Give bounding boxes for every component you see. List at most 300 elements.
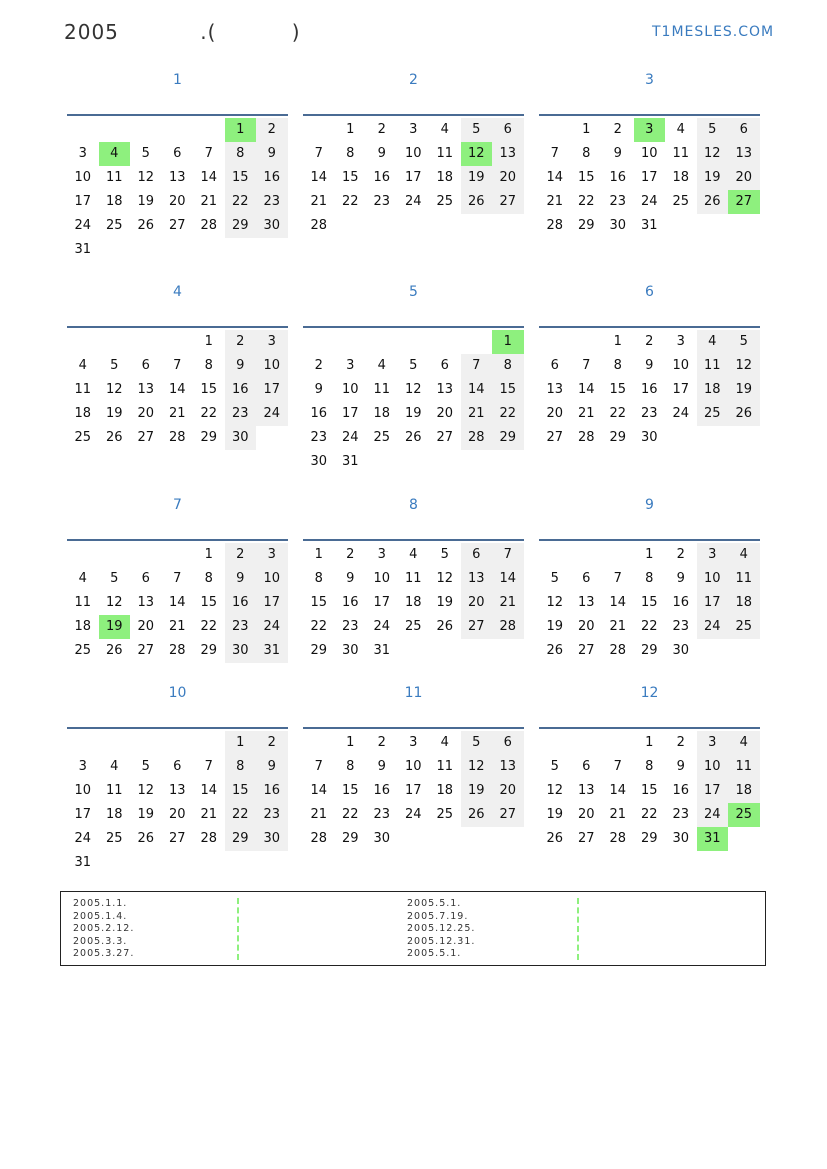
day-cell: 26 — [137, 218, 155, 233]
day-cell: 7 — [314, 146, 323, 161]
day-cell: 16 — [373, 783, 391, 798]
day-cell: 25 — [74, 643, 92, 658]
day-cell: 28 — [310, 831, 328, 846]
day-cell: 4 — [676, 122, 685, 137]
day-cell: 18 — [105, 807, 123, 822]
day-cell: 17 — [341, 406, 359, 421]
day-cell: 16 — [256, 779, 288, 803]
day-cell: 7 — [314, 759, 323, 774]
day-cell: 23 — [672, 619, 690, 634]
month-title: 9 — [645, 497, 654, 513]
day-cell: 3 — [676, 334, 685, 349]
day-cell: 23 — [341, 619, 359, 634]
day-cell: 5 — [550, 759, 559, 774]
day-cell: 3 — [409, 122, 418, 137]
day-cell: 4 — [440, 735, 449, 750]
site-brand-link[interactable]: T1MESLES.COM — [652, 24, 775, 40]
day-cell: 12 — [461, 142, 493, 166]
day-cell: 24 — [256, 615, 288, 639]
legend-date: 2005.7.19. — [407, 910, 469, 922]
day-cell: 23 — [373, 807, 391, 822]
day-cell: 4 — [377, 358, 386, 373]
day-cell: 9 — [645, 358, 654, 373]
legend-holiday-marker — [237, 898, 241, 960]
month-title: 5 — [409, 284, 418, 300]
day-cell: 3 — [256, 543, 288, 567]
day-cell: 14 — [461, 378, 493, 402]
day-cell: 24 — [373, 619, 391, 634]
day-cell: 7 — [582, 358, 591, 373]
month-title: 12 — [640, 685, 659, 701]
day-cell: 10 — [697, 755, 729, 779]
day-cell: 11 — [728, 755, 760, 779]
day-cell: 20 — [577, 807, 595, 822]
day-cell: 16 — [672, 595, 690, 610]
day-cell: 9 — [314, 382, 323, 397]
day-cell: 27 — [577, 643, 595, 658]
day-cell: 14 — [200, 170, 218, 185]
day-cell: 11 — [436, 146, 454, 161]
day-cell: 30 — [341, 643, 359, 658]
day-cell: 6 — [461, 543, 493, 567]
day-cell: 3 — [377, 547, 386, 562]
month-divider — [539, 114, 760, 116]
day-cell: 7 — [204, 146, 213, 161]
day-cell: 19 — [461, 166, 493, 190]
day-cell: 15 — [492, 378, 524, 402]
day-cell: 30 — [373, 831, 391, 846]
day-cell: 22 — [200, 619, 218, 634]
day-cell: 22 — [200, 406, 218, 421]
day-cell: 7 — [492, 543, 524, 567]
title-close-paren: ) — [291, 20, 301, 44]
day-cell: 20 — [436, 406, 454, 421]
day-cell: 26 — [105, 643, 123, 658]
day-cell: 5 — [409, 358, 418, 373]
day-cell: 21 — [200, 807, 218, 822]
day-cell: 6 — [728, 118, 760, 142]
day-cell: 7 — [613, 571, 622, 586]
day-cell: 20 — [492, 779, 524, 803]
day-cell: 30 — [609, 218, 627, 233]
day-cell: 14 — [609, 783, 627, 798]
day-cell: 9 — [676, 759, 685, 774]
day-cell: 29 — [640, 643, 658, 658]
day-cell: 10 — [404, 759, 422, 774]
day-cell: 25 — [728, 615, 760, 639]
day-cell: 5 — [728, 330, 760, 354]
day-cell: 21 — [609, 807, 627, 822]
day-cell: 12 — [546, 595, 564, 610]
day-cell: 10 — [672, 358, 690, 373]
legend-date: 2005.5.1. — [407, 948, 462, 959]
day-cell: 22 — [225, 190, 257, 214]
day-cell: 10 — [373, 571, 391, 586]
day-cell: 11 — [105, 783, 123, 798]
day-cell: 13 — [577, 595, 595, 610]
day-cell: 28 — [577, 430, 595, 445]
day-cell: 26 — [461, 190, 493, 214]
day-cell: 22 — [492, 402, 524, 426]
day-cell: 2 — [314, 358, 323, 373]
day-cell: 25 — [436, 807, 454, 822]
day-cell: 28 — [461, 426, 493, 450]
day-cell: 8 — [225, 142, 257, 166]
day-cell: 28 — [609, 831, 627, 846]
day-cell: 2 — [377, 122, 386, 137]
month-divider — [67, 727, 288, 729]
day-cell: 27 — [168, 831, 186, 846]
day-cell: 17 — [74, 807, 92, 822]
day-cell: 21 — [310, 194, 328, 209]
day-cell: 15 — [225, 779, 257, 803]
day-cell: 23 — [225, 402, 257, 426]
day-cell: 5 — [440, 547, 449, 562]
day-cell: 24 — [404, 194, 422, 209]
day-cell: 13 — [168, 783, 186, 798]
day-cell: 25 — [436, 194, 454, 209]
day-cell: 19 — [697, 166, 729, 190]
day-cell: 26 — [697, 190, 729, 214]
day-cell: 12 — [137, 170, 155, 185]
day-cell: 20 — [546, 406, 564, 421]
day-cell: 27 — [492, 190, 524, 214]
day-cell: 21 — [168, 406, 186, 421]
day-cell: 10 — [256, 567, 288, 591]
legend-date: 2005.3.27. — [73, 948, 135, 959]
day-cell: 6 — [582, 759, 591, 774]
day-cell: 28 — [168, 430, 186, 445]
day-cell: 13 — [492, 142, 524, 166]
day-cell: 11 — [672, 146, 690, 161]
day-cell: 28 — [609, 643, 627, 658]
day-cell: 8 — [225, 755, 257, 779]
day-cell: 3 — [409, 735, 418, 750]
month-divider — [539, 727, 760, 729]
legend-date: 2005.12.25. — [407, 923, 476, 934]
day-cell: 3 — [78, 146, 87, 161]
day-cell: 17 — [404, 170, 422, 185]
month-divider — [303, 727, 524, 729]
day-cell: 25 — [728, 803, 760, 827]
day-cell: 21 — [200, 194, 218, 209]
day-cell: 22 — [341, 194, 359, 209]
day-cell: 24 — [640, 194, 658, 209]
day-cell: 2 — [256, 731, 288, 755]
day-cell: 9 — [256, 142, 288, 166]
day-cell: 20 — [137, 406, 155, 421]
day-cell: 26 — [137, 831, 155, 846]
day-cell: 12 — [728, 354, 760, 378]
calendar-grid — [67, 0, 761, 880]
day-cell: 31 — [373, 643, 391, 658]
day-cell: 4 — [110, 759, 119, 774]
day-cell: 30 — [310, 454, 328, 469]
day-cell: 29 — [577, 218, 595, 233]
day-cell: 1 — [314, 547, 323, 562]
day-cell: 30 — [256, 827, 288, 851]
day-cell: 19 — [99, 615, 131, 639]
day-cell: 22 — [310, 619, 328, 634]
day-cell: 2 — [676, 547, 685, 562]
day-cell: 4 — [99, 142, 131, 166]
day-cell: 16 — [225, 378, 257, 402]
day-cell: 31 — [640, 218, 658, 233]
day-cell: 24 — [697, 803, 729, 827]
day-cell: 18 — [74, 619, 92, 634]
day-cell: 5 — [110, 571, 119, 586]
day-cell: 9 — [676, 571, 685, 586]
day-cell: 22 — [640, 619, 658, 634]
day-cell: 23 — [310, 430, 328, 445]
day-cell: 11 — [728, 567, 760, 591]
day-cell: 21 — [546, 194, 564, 209]
day-cell: 11 — [697, 354, 729, 378]
day-cell: 8 — [204, 358, 213, 373]
day-cell: 1 — [225, 118, 257, 142]
day-cell: 14 — [546, 170, 564, 185]
legend-date: 2005.1.1. — [73, 898, 128, 909]
day-cell: 19 — [404, 406, 422, 421]
legend-date: 2005.1.4. — [73, 910, 128, 922]
day-cell: 28 — [200, 831, 218, 846]
day-cell: 19 — [546, 619, 564, 634]
day-cell: 29 — [640, 831, 658, 846]
day-cell: 5 — [141, 146, 150, 161]
day-cell: 31 — [256, 639, 288, 663]
day-cell: 25 — [373, 430, 391, 445]
day-cell: 5 — [461, 118, 493, 142]
legend-date: 2005.5.1. — [407, 898, 462, 909]
day-cell: 3 — [634, 118, 666, 142]
day-cell: 15 — [200, 595, 218, 610]
day-cell: 5 — [141, 759, 150, 774]
month-title: 6 — [645, 284, 654, 300]
day-cell: 17 — [697, 779, 729, 803]
day-cell: 24 — [341, 430, 359, 445]
day-cell: 1 — [492, 330, 524, 354]
day-cell: 12 — [436, 571, 454, 586]
day-cell: 30 — [672, 643, 690, 658]
day-cell: 7 — [173, 358, 182, 373]
day-cell: 19 — [105, 406, 123, 421]
day-cell: 27 — [461, 615, 493, 639]
day-cell: 28 — [168, 643, 186, 658]
day-cell: 3 — [256, 330, 288, 354]
day-cell: 20 — [137, 619, 155, 634]
day-cell: 27 — [137, 643, 155, 658]
day-cell: 4 — [78, 358, 87, 373]
day-cell: 25 — [105, 218, 123, 233]
day-cell: 9 — [225, 567, 257, 591]
day-cell: 18 — [404, 595, 422, 610]
day-cell: 27 — [728, 190, 760, 214]
day-cell: 3 — [697, 543, 729, 567]
day-cell: 15 — [609, 382, 627, 397]
day-cell: 25 — [672, 194, 690, 209]
day-cell: 17 — [672, 382, 690, 397]
day-cell: 12 — [105, 595, 123, 610]
day-cell: 22 — [225, 803, 257, 827]
day-cell: 30 — [640, 430, 658, 445]
title-separator: .( — [200, 20, 217, 44]
day-cell: 14 — [168, 595, 186, 610]
day-cell: 16 — [225, 591, 257, 615]
day-cell: 6 — [173, 759, 182, 774]
day-cell: 3 — [697, 731, 729, 755]
day-cell: 10 — [256, 354, 288, 378]
day-cell: 1 — [645, 735, 654, 750]
day-cell: 3 — [78, 759, 87, 774]
day-cell: 7 — [461, 354, 493, 378]
legend-date: 2005.12.31. — [407, 935, 476, 947]
day-cell: 12 — [697, 142, 729, 166]
month-divider — [67, 114, 288, 116]
day-cell: 12 — [404, 382, 422, 397]
day-cell: 27 — [492, 803, 524, 827]
day-cell: 22 — [341, 807, 359, 822]
day-cell: 19 — [137, 807, 155, 822]
day-cell: 24 — [256, 402, 288, 426]
day-cell: 1 — [346, 122, 355, 137]
day-cell: 13 — [461, 567, 493, 591]
day-cell: 13 — [546, 382, 564, 397]
day-cell: 13 — [577, 783, 595, 798]
day-cell: 8 — [346, 146, 355, 161]
day-cell: 18 — [105, 194, 123, 209]
day-cell: 8 — [645, 571, 654, 586]
day-cell: 29 — [225, 214, 257, 238]
day-cell: 30 — [225, 426, 257, 450]
day-cell: 8 — [613, 358, 622, 373]
day-cell: 29 — [609, 430, 627, 445]
month-title: 4 — [173, 284, 182, 300]
day-cell: 19 — [137, 194, 155, 209]
holiday-legend — [60, 891, 766, 966]
day-cell: 4 — [440, 122, 449, 137]
day-cell: 31 — [341, 454, 359, 469]
title-year: 2005 — [64, 20, 119, 44]
day-cell: 23 — [373, 194, 391, 209]
day-cell: 1 — [645, 547, 654, 562]
day-cell: 16 — [609, 170, 627, 185]
day-cell: 21 — [461, 402, 493, 426]
day-cell: 10 — [341, 382, 359, 397]
legend-column-left — [73, 898, 134, 961]
day-cell: 26 — [728, 402, 760, 426]
day-cell: 30 — [672, 831, 690, 846]
day-cell: 23 — [256, 190, 288, 214]
day-cell: 9 — [377, 146, 386, 161]
day-cell: 10 — [74, 170, 92, 185]
day-cell: 25 — [74, 430, 92, 445]
month-title: 10 — [168, 685, 187, 701]
day-cell: 9 — [377, 759, 386, 774]
day-cell: 2 — [256, 118, 288, 142]
day-cell: 20 — [577, 619, 595, 634]
legend-date: 2005.3.3. — [73, 935, 128, 947]
day-cell: 14 — [577, 382, 595, 397]
day-cell: 24 — [404, 807, 422, 822]
day-cell: 14 — [310, 783, 328, 798]
day-cell: 14 — [200, 783, 218, 798]
day-cell: 11 — [436, 759, 454, 774]
month-divider — [539, 539, 760, 541]
day-cell: 14 — [310, 170, 328, 185]
day-cell: 20 — [461, 591, 493, 615]
day-cell: 9 — [613, 146, 622, 161]
day-cell: 2 — [676, 735, 685, 750]
day-cell: 13 — [137, 382, 155, 397]
day-cell: 2 — [377, 735, 386, 750]
day-cell: 26 — [461, 803, 493, 827]
month-divider — [303, 326, 524, 328]
day-cell: 21 — [168, 619, 186, 634]
day-cell: 23 — [609, 194, 627, 209]
day-cell: 20 — [728, 166, 760, 190]
day-cell: 11 — [404, 571, 422, 586]
day-cell: 8 — [314, 571, 323, 586]
day-cell: 18 — [672, 170, 690, 185]
day-cell: 19 — [461, 779, 493, 803]
day-cell: 1 — [204, 547, 213, 562]
day-cell: 7 — [550, 146, 559, 161]
day-cell: 16 — [310, 406, 328, 421]
day-cell: 29 — [200, 430, 218, 445]
legend-date: 2005.2.12. — [73, 923, 135, 934]
day-cell: 11 — [74, 595, 92, 610]
legend-holiday-marker — [577, 898, 581, 960]
day-cell: 28 — [310, 218, 328, 233]
day-cell: 17 — [74, 194, 92, 209]
day-cell: 17 — [373, 595, 391, 610]
month-title: 8 — [409, 497, 418, 513]
day-cell: 27 — [168, 218, 186, 233]
day-cell: 27 — [577, 831, 595, 846]
day-cell: 7 — [613, 759, 622, 774]
day-cell: 19 — [546, 807, 564, 822]
day-cell: 24 — [697, 615, 729, 639]
day-cell: 21 — [492, 591, 524, 615]
day-cell: 9 — [256, 755, 288, 779]
day-cell: 29 — [225, 827, 257, 851]
day-cell: 13 — [728, 142, 760, 166]
day-cell: 18 — [373, 406, 391, 421]
day-cell: 1 — [346, 735, 355, 750]
day-cell: 26 — [105, 430, 123, 445]
day-cell: 6 — [173, 146, 182, 161]
day-cell: 29 — [200, 643, 218, 658]
day-cell: 14 — [168, 382, 186, 397]
day-cell: 6 — [550, 358, 559, 373]
day-cell: 12 — [546, 783, 564, 798]
day-cell: 25 — [404, 619, 422, 634]
day-cell: 8 — [492, 354, 524, 378]
day-cell: 16 — [672, 783, 690, 798]
day-cell: 8 — [204, 571, 213, 586]
day-cell: 22 — [577, 194, 595, 209]
day-cell: 20 — [168, 807, 186, 822]
day-cell: 26 — [404, 430, 422, 445]
day-cell: 15 — [310, 595, 328, 610]
day-cell: 14 — [609, 595, 627, 610]
day-cell: 16 — [341, 595, 359, 610]
day-cell: 15 — [577, 170, 595, 185]
day-cell: 21 — [609, 619, 627, 634]
day-cell: 31 — [697, 827, 729, 851]
day-cell: 30 — [225, 639, 257, 663]
day-cell: 5 — [550, 571, 559, 586]
